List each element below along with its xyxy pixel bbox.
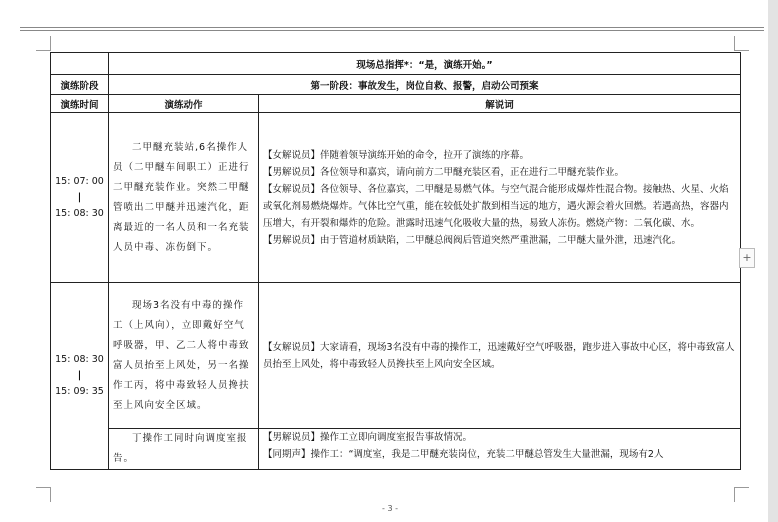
plus-icon: + [742, 251, 752, 264]
header-rule [20, 30, 764, 31]
time-end: 15: 08: 30 [55, 207, 104, 219]
table-row [51, 113, 741, 283]
stage-label: 演练阶段 [51, 75, 109, 95]
narration-line: 【男解说员】各位领导和嘉宾，请向前方二甲醚充装区看，正在进行二甲醚充装作业。 [263, 166, 625, 178]
header-narration: 解说词 [259, 95, 741, 113]
drill-table [50, 52, 741, 470]
time-separator: | [77, 191, 82, 203]
time-cell [51, 113, 109, 283]
crop-mark [36, 487, 51, 502]
narration-line: 【女解说员】各位领导、各位嘉宾，二甲醚是易燃气体。与空气混合能形成爆炸性混合物。接触热、火星、火焰或氧化剂易燃烧爆炸。气体比空气重，能在较低处扩散到相当远的地方，遇火源会着火回燃。若遇高热，容器内压增大，有开裂和爆炸的危险。泄露时迅速气化吸收大量的热，易致人冻伤。燃烧产物：二氧化碳、水。 [263, 183, 729, 229]
page-number: - 3 - [382, 504, 398, 513]
table-row [51, 429, 741, 470]
action-cell: 二甲醚充装站,6名操作人员（二甲醚车间职工）正进行二甲醚充装作业。突然二甲醚管喷出二甲醚并迅速汽化，距离最近的一名人员和一名充装人员中毒、冻伤倒下。 [109, 113, 259, 283]
stage-row [51, 75, 741, 95]
action-cell: 现场3名没有中毒的操作工（上风向），立即戴好空气呼吸器，甲、乙二人将中毒致富人员抬至上风处，另一名操作工丙，将中毒致轻人员搀扶至上风向安全区域。 [109, 283, 259, 429]
time-end: 15: 09: 35 [55, 386, 104, 397]
time-separator: | [77, 370, 82, 381]
header-time: 演练时间 [51, 95, 109, 113]
narration-cell [259, 429, 741, 470]
narration-line: 【女解说员】大家请看，现场3名没有中毒的操作工，迅速戴好空气呼吸器，跑步进入事故中心区，将中毒致富人员抬至上风处，将中毒致轻人员搀扶至上风向安全区域。 [263, 341, 735, 370]
narration-line: 【女解说员】伴随着领导演练开始的命令，拉开了演练的序幕。 [263, 149, 530, 161]
crop-mark [36, 36, 51, 51]
narration-line: 【男解说员】操作工立即向调度室报告事故情况。 [263, 432, 473, 443]
time-start: 15: 08: 30 [55, 354, 104, 365]
time-cell [51, 283, 109, 470]
narration-line: 【男解说员】由于管道材质缺陷，二甲醚总阀阀后管道突然严重泄漏，二甲醚大量外泄，迅速汽化。 [263, 234, 682, 246]
action-cell: 丁操作工同时向调度室报告。 [109, 429, 259, 470]
header-row [51, 95, 741, 113]
narration-cell [259, 283, 741, 429]
narration-cell [259, 113, 741, 283]
crop-mark [734, 36, 749, 51]
narration-line: 【同期声】操作工：“调度室，我是二甲醚充装岗位，充装二甲醚总管发生大量泄漏，现场有2人 [263, 449, 664, 460]
time-start: 15: 07: 00 [55, 175, 104, 187]
add-row-button[interactable] [739, 248, 755, 268]
crop-mark [734, 487, 749, 502]
stage-value: 第一阶段：事故发生，岗位自救、报警，启动公司预案 [109, 75, 741, 95]
empty-cell [51, 53, 109, 75]
command-row [51, 53, 741, 75]
command-text: 现场总指挥*：“是，演练开始。” [109, 53, 741, 75]
header-action: 演练动作 [109, 95, 259, 113]
vertical-scrollbar[interactable] [768, 0, 778, 522]
header-rule [20, 27, 764, 28]
table-row [51, 283, 741, 429]
